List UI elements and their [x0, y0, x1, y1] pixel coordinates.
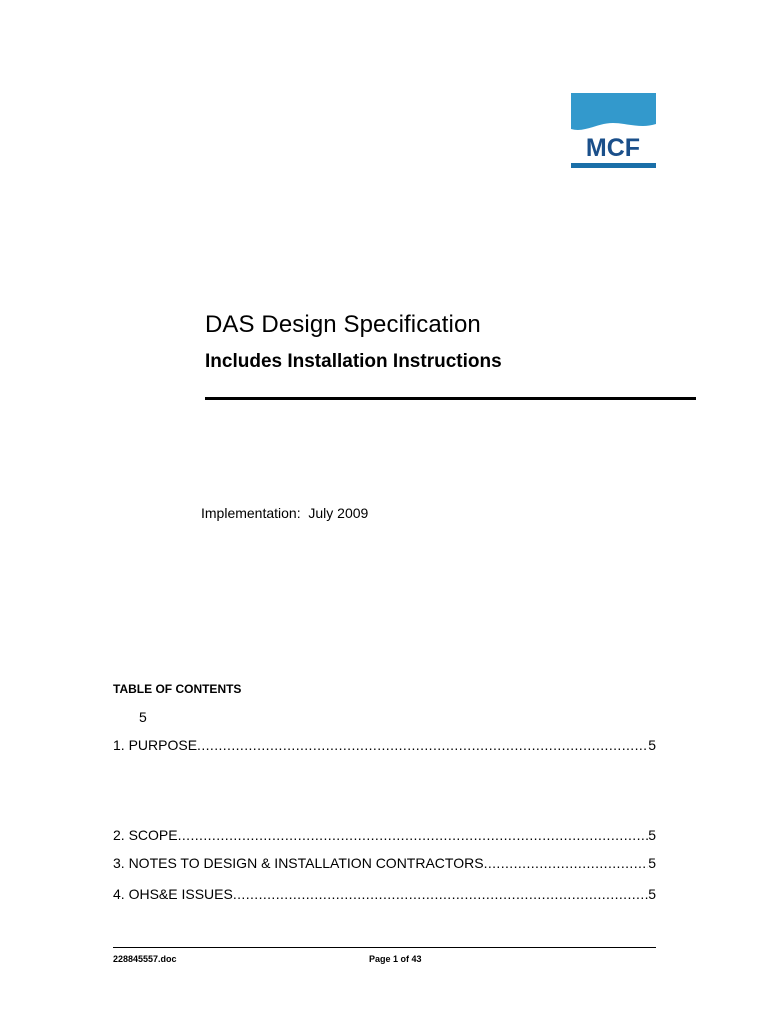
- title-divider: [205, 397, 696, 400]
- logo-text: MCF: [585, 134, 641, 162]
- toc-entry-label: 4. OHS&E ISSUES: [113, 886, 233, 902]
- toc-entry-page: 5: [648, 827, 656, 843]
- mcf-logo: [571, 93, 656, 169]
- toc-entry-page: 5: [648, 855, 656, 871]
- document-title: DAS Design Specification: [205, 311, 481, 338]
- toc-entry-ohse-issues[interactable]: [113, 886, 656, 904]
- implementation-label: Implementation:: [201, 505, 301, 521]
- toc-entry-label: 2. SCOPE: [113, 827, 178, 843]
- footer-divider: [113, 947, 656, 948]
- toc-dot-leader: [178, 827, 649, 843]
- toc-entry-notes-to-contractors[interactable]: [113, 855, 656, 873]
- toc-entry-page: 5: [648, 886, 656, 902]
- toc-entry-scope[interactable]: [113, 827, 656, 845]
- mcf-logo-graphic: [571, 93, 656, 169]
- wave-shape: [571, 93, 656, 130]
- toc-heading: TABLE OF CONTENTS: [113, 682, 242, 696]
- toc-entry-purpose[interactable]: [113, 737, 656, 755]
- toc-dot-leader: [197, 737, 648, 753]
- implementation-line: [201, 505, 368, 521]
- toc-stray-page-number: 5: [139, 709, 147, 725]
- footer-page-number: Page 1 of 43: [369, 954, 422, 964]
- document-subtitle: Includes Installation Instructions: [205, 351, 502, 372]
- toc-entry-label: 3. NOTES TO DESIGN & INSTALLATION CONTRACTORS: [113, 855, 484, 871]
- toc-entry-page: 5: [648, 737, 656, 753]
- toc-dot-leader: [233, 886, 648, 902]
- toc-dot-leader: [484, 855, 649, 871]
- footer-filename: 228845557.doc: [113, 954, 177, 964]
- implementation-date: July 2009: [308, 505, 369, 521]
- toc-entry-label: 1. PURPOSE: [113, 737, 198, 753]
- logo-underline: [571, 163, 656, 168]
